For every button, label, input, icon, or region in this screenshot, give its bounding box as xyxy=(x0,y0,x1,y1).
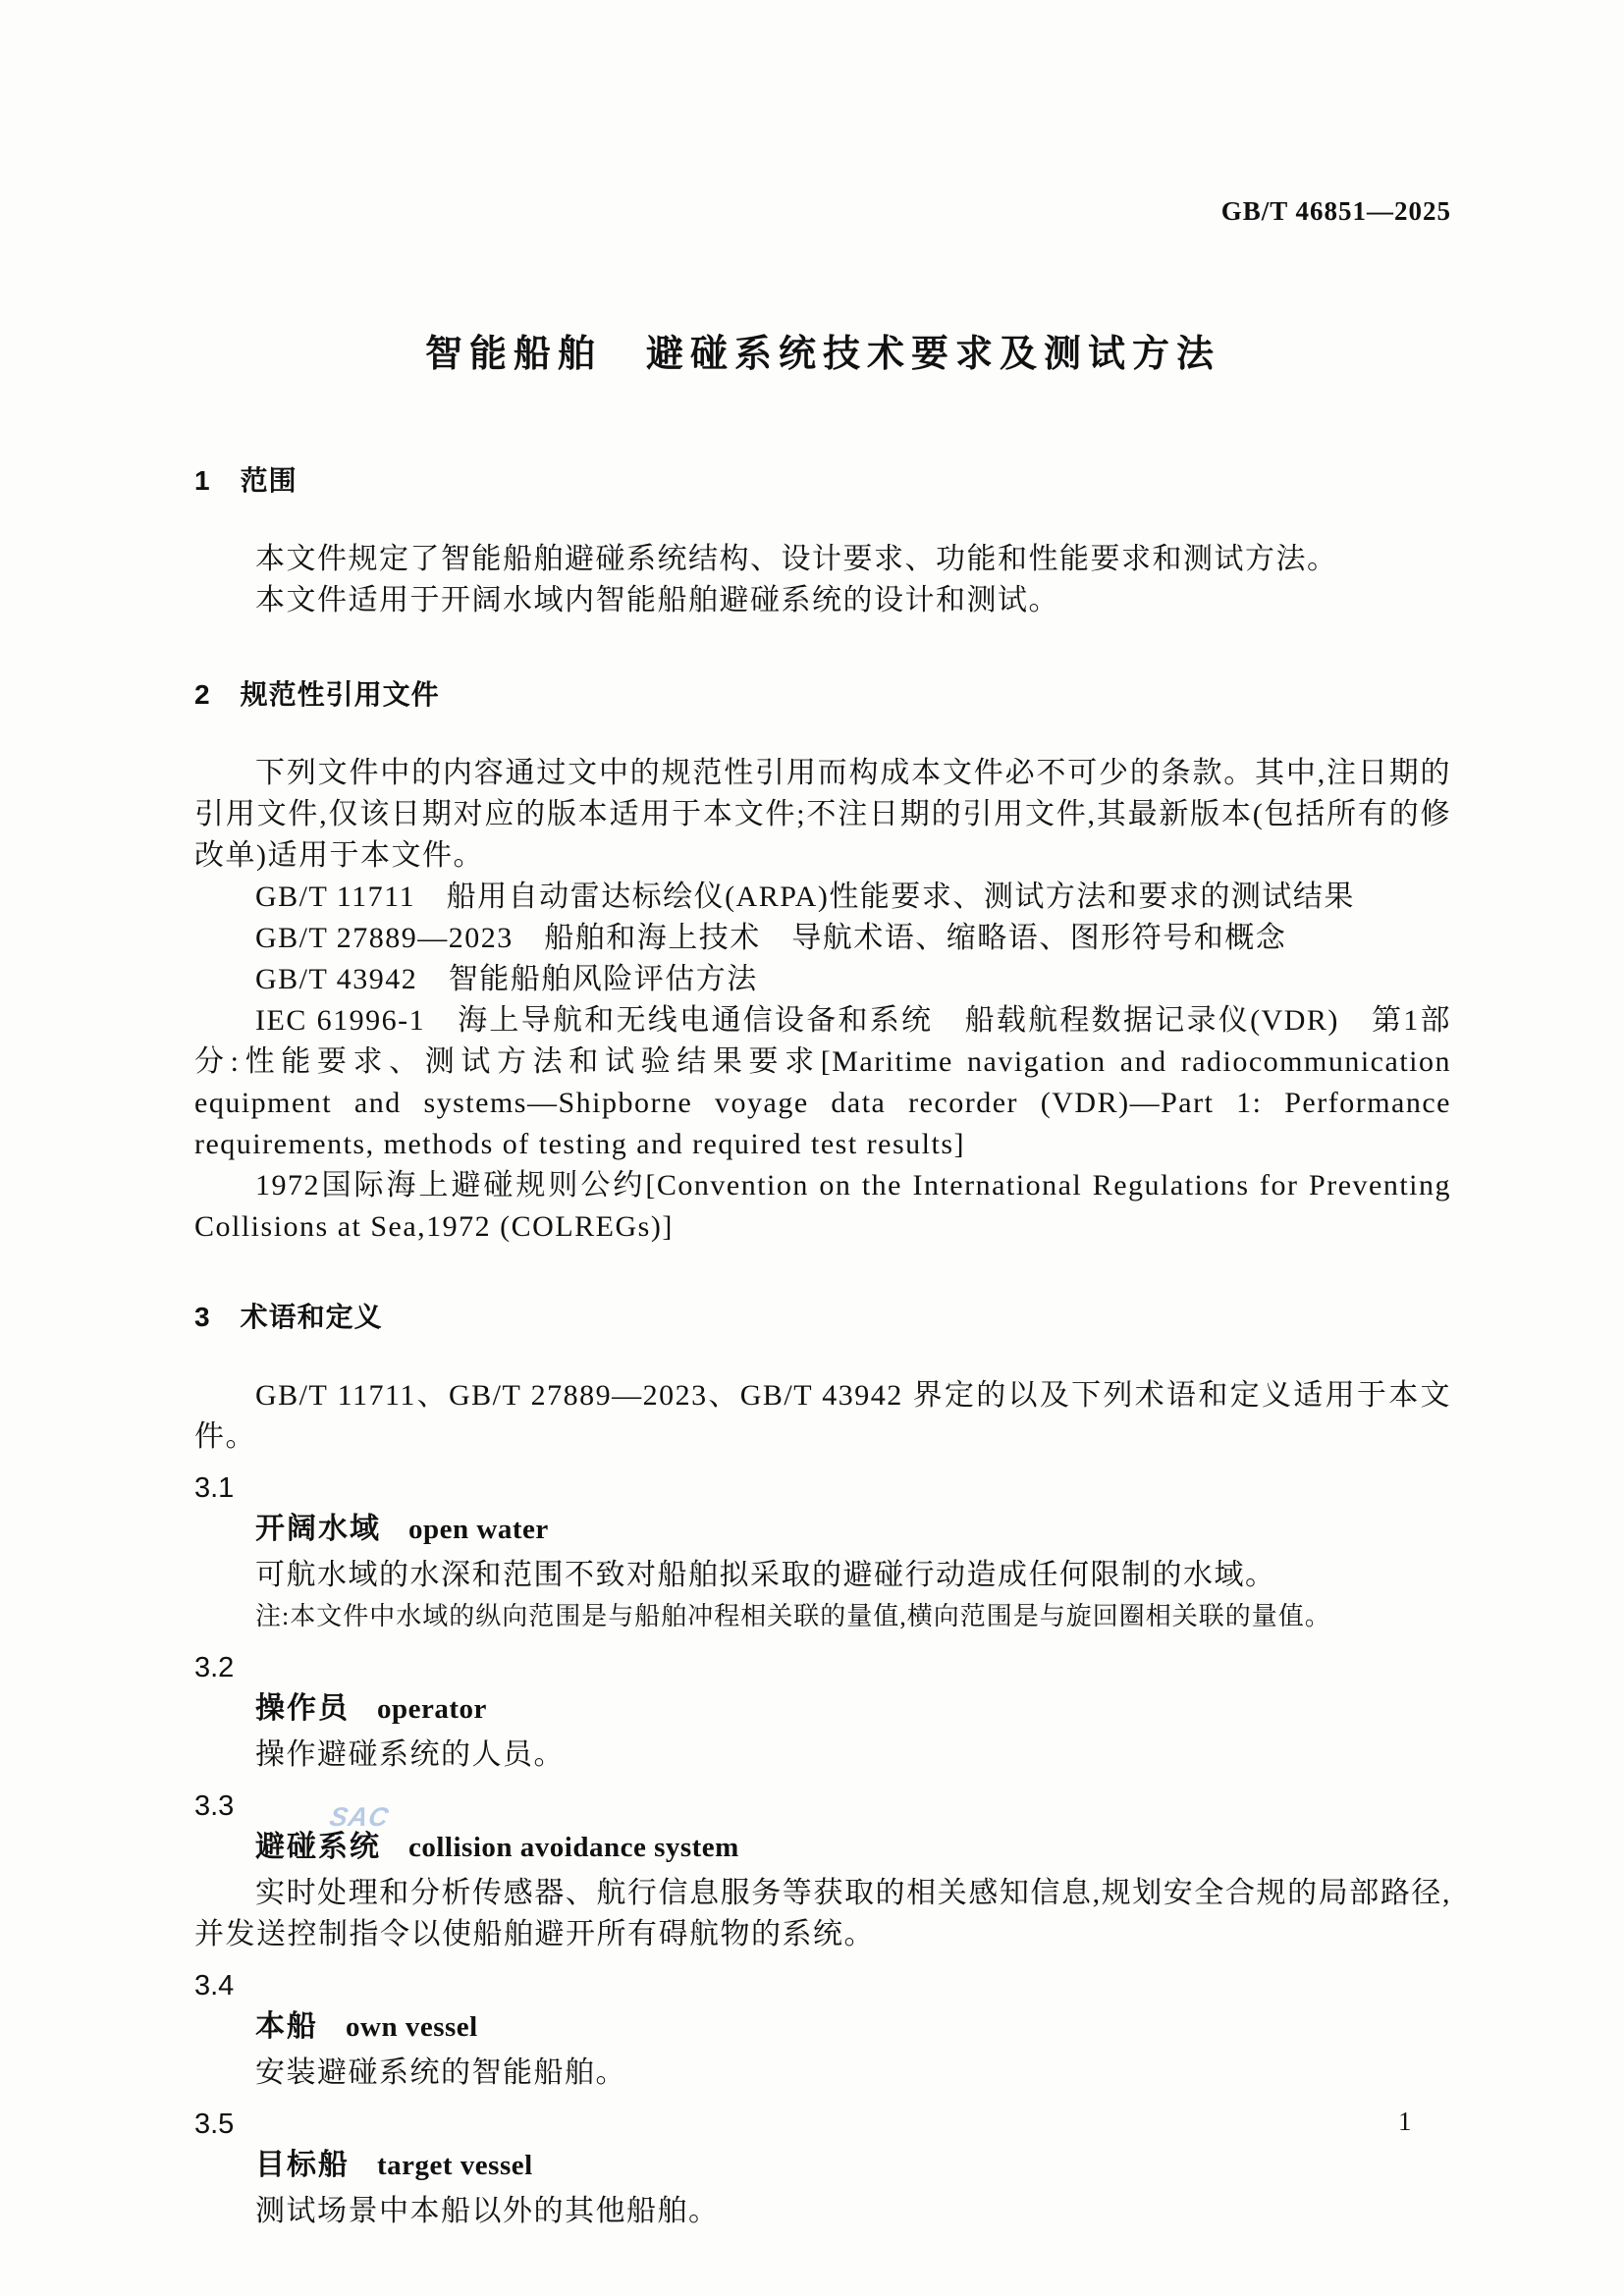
term-entry-3-5 xyxy=(194,2104,1451,2232)
reference-item-3: GB/T 43942 智能船舶风险评估方法 xyxy=(255,963,758,995)
term-entry-3-1 xyxy=(194,1468,1451,1637)
clause-number: 3.3 xyxy=(194,1790,235,1822)
section-number: 1 xyxy=(194,465,211,496)
section-terms-heading xyxy=(194,1303,1451,1332)
references-intro: 下列文件中的内容通过文中的规范性引用而构成本文件必不可少的条款。其中,注日期的引用文件,仅该日期对应的版本适用于本文件;不注日期的引用文件,其最新版本(包括所有的修改单)适用于本文件。 xyxy=(194,757,1451,872)
term-line xyxy=(194,1827,1451,1873)
scope-paragraph-1: 本文件规定了智能船舶避碰系统结构、设计要求、功能和性能要求和测试方法。 xyxy=(255,543,1338,575)
sac-watermark: SAC xyxy=(327,1802,392,1832)
term-chinese: 避碰系统 xyxy=(255,1831,381,1863)
section-normative-references xyxy=(194,680,1451,1248)
term-english: collision avoidance system xyxy=(408,1832,739,1863)
term-definition: 可航水域的水深和范围不致对船舶拟采取的避碰行动造成任何限制的水域。 xyxy=(255,1559,1276,1591)
term-chinese: 操作员 xyxy=(255,1692,350,1725)
reference-item-4: IEC 61996-1 海上导航和无线电通信设备和系统 船载航程数据记录仪(VDR) 第1部分:性能要求、测试方法和试验结果要求[Maritime navigation and radiocommunication equipment and systems—Shipborne voyage data recorder (VDR)—Part 1: Performance requirements, methods of testing and required test results] xyxy=(194,1004,1451,1160)
term-definition: 实时处理和分析传感器、航行信息服务等获取的相关感知信息,规划安全合规的局部路径,并发送控制指令以使船舶避开所有碍航物的系统。 xyxy=(194,1877,1451,1950)
term-line xyxy=(194,2145,1451,2191)
term-entry-3-4 xyxy=(194,1965,1451,2094)
reference-item-5: 1972国际海上避碰规则公约[Convention on the International Regulations for Preventing Collisions at Sea,1972 (COLREGs)] xyxy=(194,1169,1451,1243)
section-number: 3 xyxy=(194,1302,211,1332)
term-definition: 操作避碰系统的人员。 xyxy=(255,1738,565,1771)
page-number: 1 xyxy=(1398,2107,1412,2136)
section-terms-definitions xyxy=(194,1303,1451,2232)
term-entry-3-2 xyxy=(194,1647,1451,1776)
section-title: 规范性引用文件 xyxy=(240,679,440,710)
document-title: 智能船舶 避碰系统技术要求及测试方法 xyxy=(424,334,1220,375)
term-english: open water xyxy=(408,1514,549,1545)
standard-number: GB/T 46851—2025 xyxy=(1220,196,1451,226)
term-line xyxy=(194,2006,1451,2053)
section-title: 范围 xyxy=(240,465,298,496)
term-chinese: 开阔水域 xyxy=(255,1513,381,1545)
clause-number: 3.1 xyxy=(194,1472,235,1504)
section-scope-heading xyxy=(194,466,1451,496)
term-line xyxy=(194,1688,1451,1735)
term-line xyxy=(194,1509,1451,1555)
section-title: 术语和定义 xyxy=(240,1302,383,1332)
section-references-heading xyxy=(194,680,1451,710)
section-scope xyxy=(194,466,1451,621)
clause-number: 3.5 xyxy=(194,2109,235,2140)
term-english: own vessel xyxy=(346,2011,478,2043)
terms-intro: GB/T 11711、GB/T 27889—2023、GB/T 43942 界定的以及下列术语和定义适用于本文件。 xyxy=(194,1379,1451,1453)
clause-number: 3.4 xyxy=(194,1970,235,2002)
term-chinese: 本船 xyxy=(255,2010,318,2043)
term-english: operator xyxy=(377,1693,487,1725)
section-number: 2 xyxy=(194,679,211,710)
scope-paragraph-2: 本文件适用于开阔水域内智能船舶避碰系统的设计和测试。 xyxy=(255,584,1059,616)
term-note: 注:本文件中水域的纵向范围是与船舶冲程相关联的量值,横向范围是与旋回圈相关联的量值。 xyxy=(255,1602,1331,1630)
reference-item-1: GB/T 11711 船用自动雷达标绘仪(ARPA)性能要求、测试方法和要求的测试结果 xyxy=(255,881,1355,913)
term-definition: 安装避碰系统的智能船舶。 xyxy=(255,2056,626,2089)
reference-item-2: GB/T 27889—2023 船舶和海上技术 导航术语、缩略语、图形符号和概念 xyxy=(255,922,1287,954)
term-english: target vessel xyxy=(377,2150,533,2181)
term-chinese: 目标船 xyxy=(255,2149,350,2181)
term-definition: 测试场景中本船以外的其他船舶。 xyxy=(255,2195,720,2227)
clause-number: 3.2 xyxy=(194,1652,235,1683)
